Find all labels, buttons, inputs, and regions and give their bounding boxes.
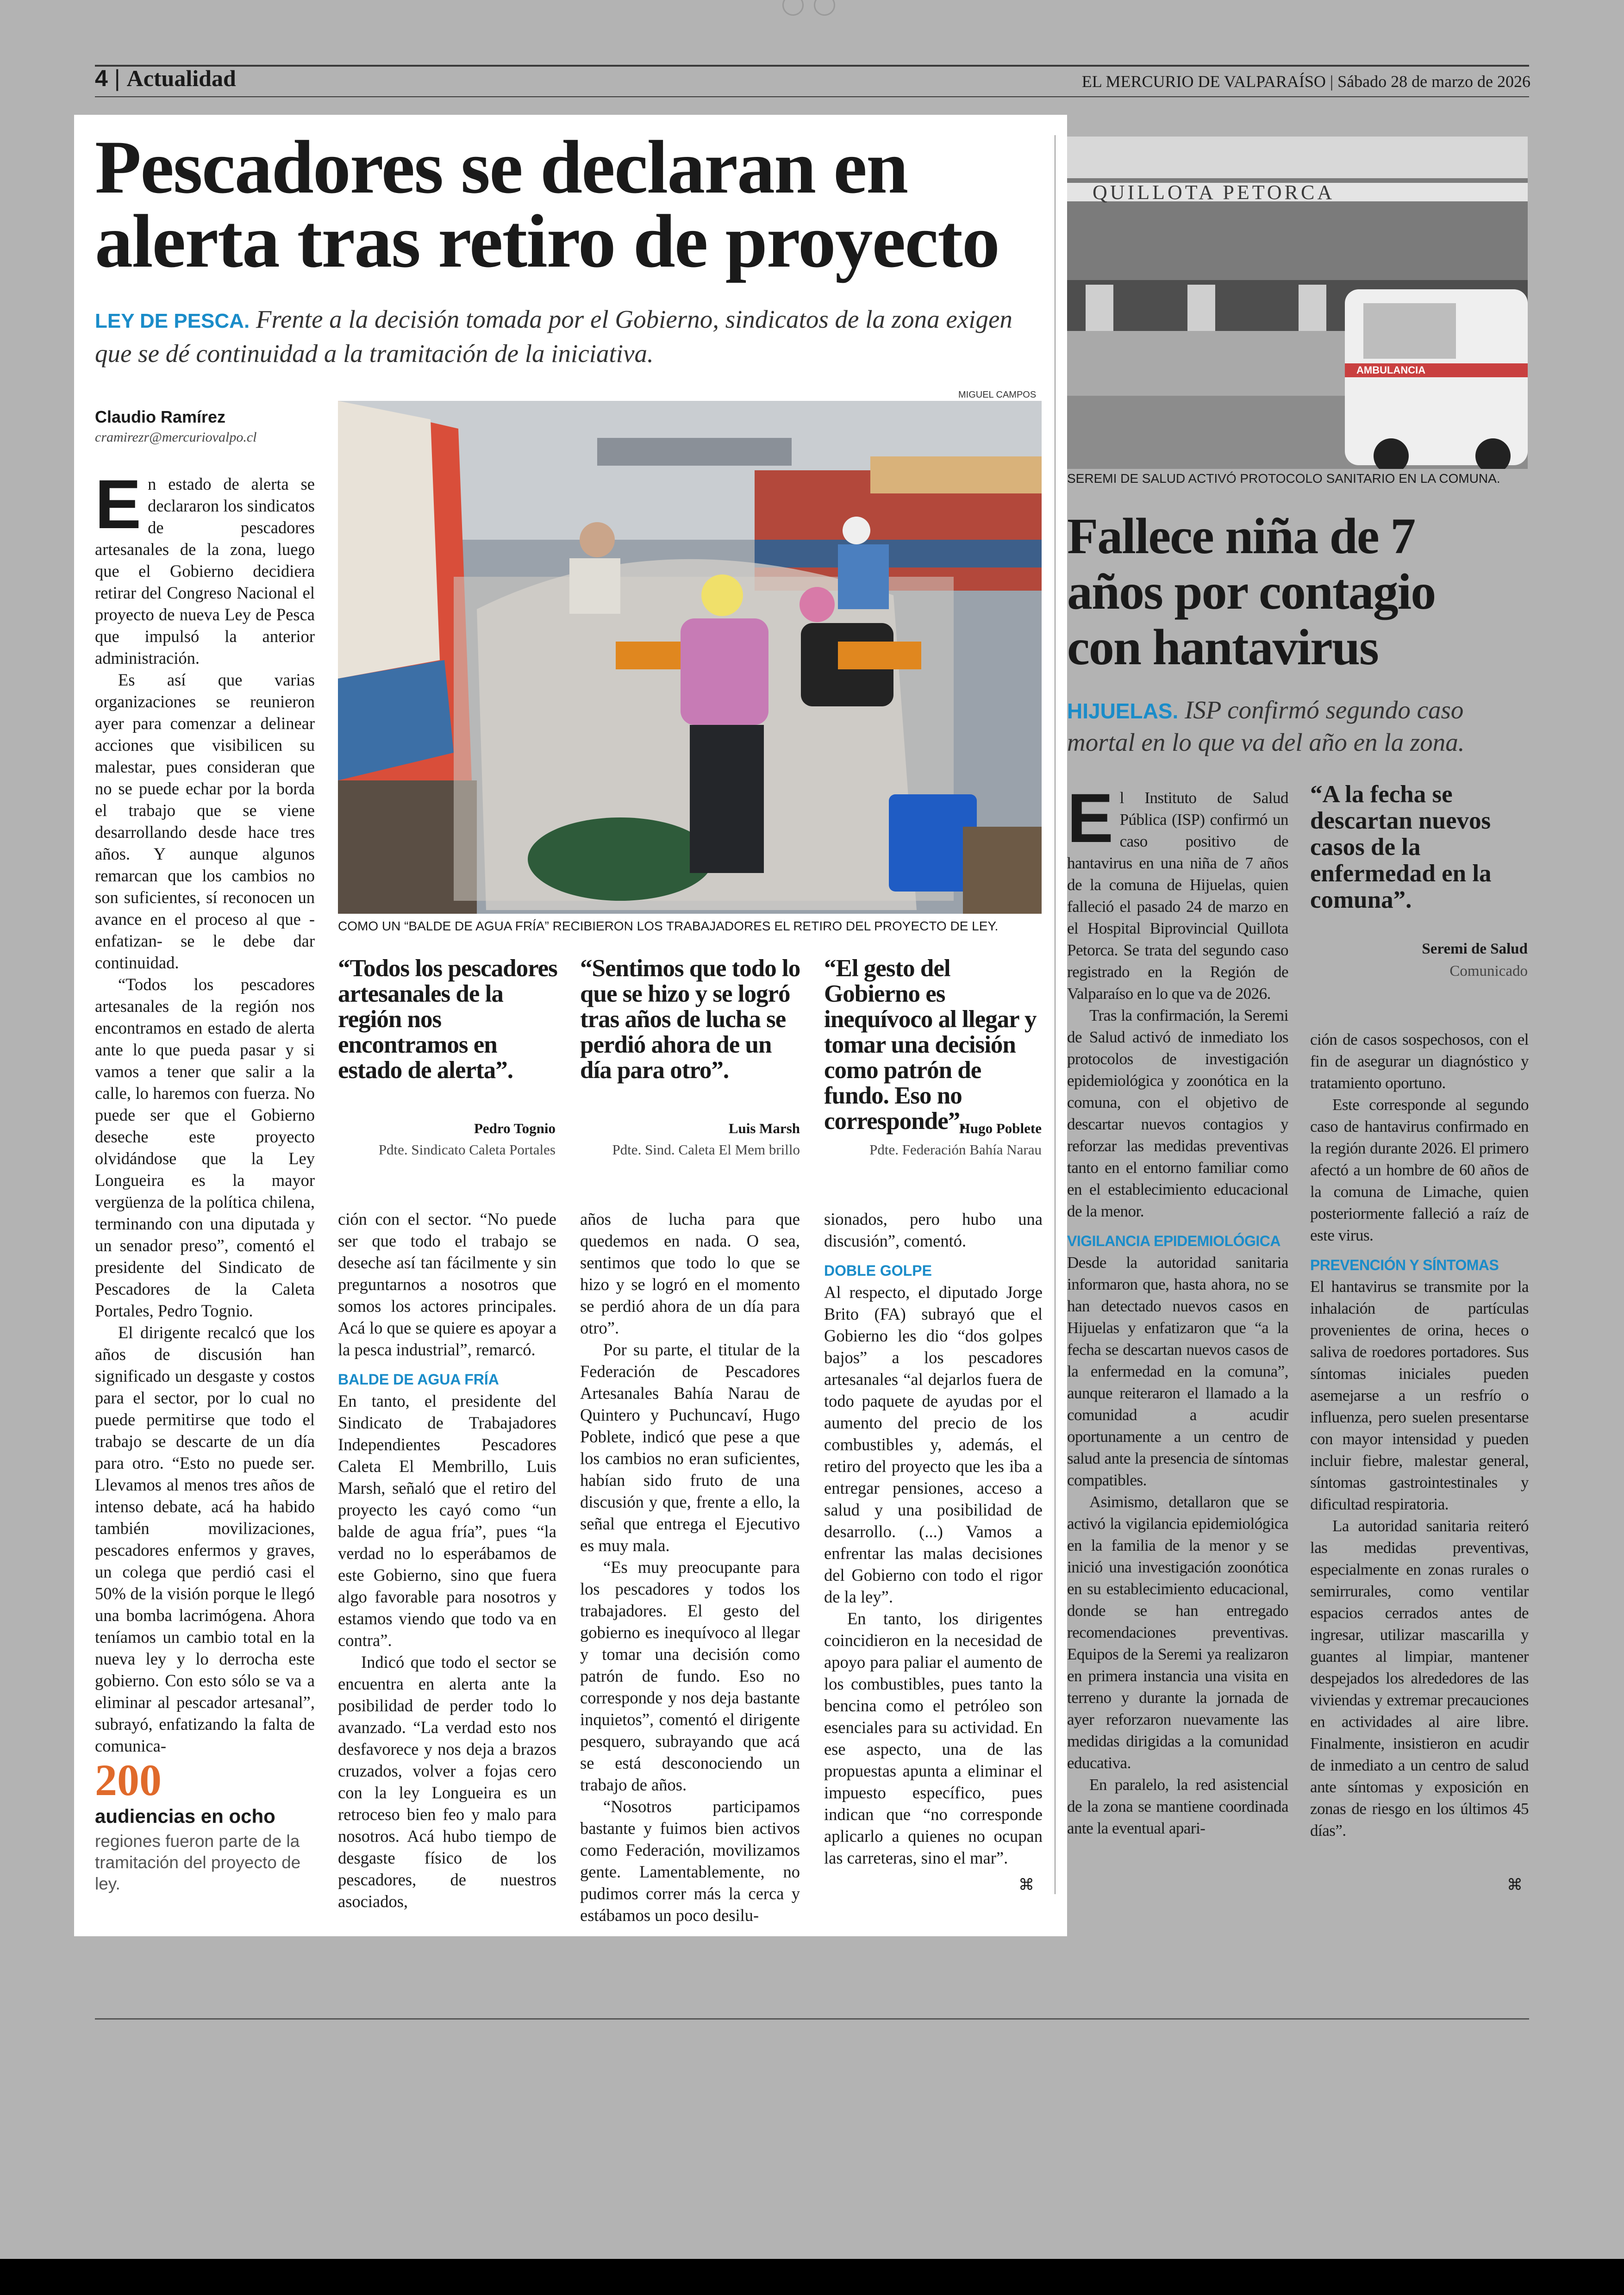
body-paragraph: Este corresponde al segundo caso de hantavirus confirmado en la región durante 2026. El primero afectó a un hombre de 60 años de la comuna de Limache, quien posteriormente falleció a raíz de este virus. [1310, 1096, 1529, 1244]
side-column-2 [1310, 1029, 1529, 1841]
body-paragraph: El hantavirus se transmite por la inhalación de partículas provenientes de orina, heces o saliva de roedores portadores. Sus síntomas iniciales pueden asemejarse a un resfrío o influenza, pero suelen presentarse con mayor intensidad y pueden incluir fiebre, malestar general, síntomas gastrointestinales y dificultad respiratoria. [1310, 1278, 1529, 1513]
side-kicker [1067, 694, 1535, 758]
main-headline-line2: alerta tras retiro de proyecto [95, 200, 999, 283]
body-paragraph: Indicó que todo el sector se encuentra en alerta ante la posibilidad de perder todo lo avanzado. “La verdad esto nos desfavorece y nos deja a brazos cruzados, volver a fojas cero con la ley Longueira es un retroceso bien feo y malo para nosotros. Acá hubo tiempo de desgaste físico de los pescadores, de nuestros asociados, [338, 1653, 556, 1911]
body-paragraph: La autoridad sanitaria reiteró las medidas preventivas, especialmente en zonas rurales o semirrurales, como ventilar espacios cerrados antes de ingresar, utilizar mascarilla y guantes al limpiar, mantener despejados los alrededores de las viviendas y extremar precauciones en actividades al aire libre. Finalmente, insistieron en acudir de inmediato a un centro de salud ante síntomas y exposición en zonas de riesgo en los últimos 45 días”. [1310, 1517, 1529, 1840]
pull-quote-3-author: Hugo Poblete [959, 1120, 1042, 1136]
page-navigation-dots[interactable] [782, 0, 847, 14]
side-photo-caption: SEREMI DE SALUD ACTIVÓ PROTOCOLO SANITARIO EN LA COMUNA. [1067, 471, 1500, 486]
main-photo-fishermen [338, 401, 1042, 914]
page-header-masthead [1082, 72, 1530, 91]
pull-quote-2: “Sentimos que todo lo que se hizo y se logró tras años de lucha se perdió ahora de un día para otro”. [580, 955, 800, 1084]
body-paragraph: En paralelo, la red asistencial de la zona se mantiene coordinada ante la eventual apari- [1067, 1776, 1288, 1837]
header-bottom-rule [95, 96, 1529, 97]
pull-quote-2-role: Pdte. Sind. Caleta El Mem brillo [612, 1141, 800, 1158]
body-paragraph: En tanto, los dirigentes coincidieron en la necesidad de apoyo para paliar el aumento de los combustibles, pues tanto la bencina como el petróleo son esenciales para su actividad. En ese aspecto, una de las propuestas apunta a eliminar el impuesto específico, pues indican que “no corresponde aplicarlo a quienes no ocupan las carreteras, sino el mar”. [824, 1609, 1043, 1867]
page-header-section [95, 65, 236, 92]
main-kicker-tag: LEY DE PESCA. [95, 310, 250, 332]
section-name: Actualidad [126, 65, 236, 91]
body-paragraph: Al respecto, el diputado Jorge Brito (FA) subrayó que el Gobierno les dio “dos golpes bajos” a los pescadores artesanales “al dejarlos fuera de todo paquete de ayudas por el aumento del precio de los combustibles y, además, el retiro del proyecto que les iba a entregar pensiones, acceso a salud y una posibilidad de desarrollo. (...) Vamos a enfrentar las malas decisiones del Gobierno con todo el rigor de la ley”. [824, 1283, 1043, 1606]
author-email: cramirezr@mercuriovalpo.cl [95, 430, 257, 445]
side-kicker-text: ISP confirmó segundo caso mortal en lo que va del año en la zona. [1067, 696, 1465, 756]
body-paragraph: Asimismo, detallaron que se activó la vigilancia epidemiológica en la familia de la menor y se inició una investigación zoonótica en su establecimiento educacional, donde se han entregado recomendaciones preventivas. Equipos de la Seremi ya realizaron en primera instancia una visita en terreno y durante la jornada de ayer reforzaron nuevamente las medidas dirigidas a la comunidad educativa. [1067, 1493, 1288, 1772]
subhead-prevencion: PREVENCIÓN Y SÍNTOMAS [1310, 1257, 1499, 1273]
side-pull-quote-role: Comunicado [1449, 963, 1528, 979]
side-kicker-tag: HIJUELAS. [1067, 699, 1179, 723]
hospital-sign-text: QUILLOTA PETORCA [1093, 181, 1335, 204]
end-of-article-icon: ⌘ [1018, 1876, 1034, 1894]
body-paragraph: Por su parte, el titular de la Federación de Pescadores Artesanales Bahía Narau de Quintero y Puchuncaví, Hugo Poblete, indicó que pese a que los cambios no eran suficientes, habían sido fruto de una discusión y que, frente a ello, la señal que entrega el Ejecutivo es muy mala. [580, 1340, 800, 1555]
pull-quote-1-role: Pdte. Sindicato Caleta Portales [378, 1141, 556, 1158]
body-paragraph: Desde la autoridad sanitaria informaron que, hasta ahora, no se han detectado nuevos casos en Hijuelas y enfatizaron que “a la fecha se descartan nuevos casos de la enfermedad en la comuna”, aunque reiteraron el llamado a la comunidad a acudir oportunamente a un centro de salud ante la presencia de síntomas compatibles. [1067, 1254, 1288, 1489]
body-paragraph: sionados, pero hubo una discusión”, comentó. [824, 1210, 1043, 1250]
body-paragraph: l Instituto de Salud Pública (ISP) confirmó un caso positivo de hantavirus en una niña de 7 años de la comuna de Hijuelas, quien falleció el pasado 24 de marzo en el Hospital Biprovincial Quillota Petorca. Se trata del segundo caso registrado en la Región de Valparaíso en lo que va de 2026. [1067, 789, 1288, 1003]
viewer-bottom-bar [0, 2259, 1624, 2295]
page-bottom-rule [95, 2018, 1529, 2020]
side-headline-line1: Fallece niña de 7 [1067, 508, 1415, 564]
subhead-balde: BALDE DE AGUA FRÍA [338, 1371, 499, 1388]
publication-name: EL MERCURIO DE VALPARAÍSO [1081, 72, 1326, 91]
body-paragraph: n estado de alerta se declararon los sindicatos de pescadores artesanales de la zona, luego que el Gobierno decidiera retirar del Congreso Nacional el proyecto de nueva Ley de Pesca que impulsó la anterior administración. [95, 474, 315, 667]
next-page-dot[interactable] [814, 0, 835, 16]
subhead-vigilancia: VIGILANCIA EPIDEMIOLÓGICA [1067, 1233, 1280, 1249]
main-column-2 [338, 1208, 556, 1912]
photo-credit: MIGUEL CAMPOS [958, 390, 1037, 400]
publication-date: Sábado 28 de marzo de 2026 [1337, 72, 1530, 91]
main-column-4 [824, 1208, 1043, 1869]
column-divider [1055, 135, 1056, 1894]
main-headline-line1: Pescadores se declaran en [95, 125, 908, 209]
body-paragraph: ción con el sector. “No puede ser que todo el trabajo se deseche así tan fácilmente y sin preguntarnos a nosotros que somos los actores principales. Acá lo que se quiere es apoyar a la pesca industrial”, remarcó. [338, 1210, 556, 1359]
pull-quote-1-author: Pedro Tognio [474, 1120, 556, 1136]
side-end-of-article-icon: ⌘ [1507, 1876, 1523, 1894]
side-pull-quote-author: Seremi de Salud [1422, 941, 1528, 957]
pull-quote-2-author: Luis Marsh [728, 1120, 800, 1136]
side-headline-line2: años por contagio [1067, 563, 1436, 620]
side-headline-line3: con hantavirus [1067, 619, 1378, 675]
body-paragraph: Tras la confirmación, la Seremi de Salud activó de inmediato los protocolos de investigación epidemiológica y zoonótica en la comuna, con el objetivo de descartar nuevos contagios y reforzar las medidas preventivas tanto en el entorno familiar como en el establecimiento educacional de la menor. [1067, 1006, 1288, 1220]
header-separator: | [107, 65, 127, 91]
main-column-3 [580, 1208, 800, 1926]
body-paragraph: El dirigente recalcó que los años de discusión han significado un desgaste y costos para el sector, por lo cual no puede permitirse que todo el trabajo se descarte de un día para otro. “Esto no puede ser. Llevamos al menos tres años de intenso debate, acá ha habido también movilizaciones, pescadores enfermos y graves, un colega que perdió casi el 50% de la visión porque le llegó una bomba lacrimógena. Ahora teníamos un cambio total en la nueva ley y lo derrocha este gobierno. Con esto sólo se va a eliminar al pescador artesanal”, subrayó, enfatizando la falta de comunica- [95, 1323, 315, 1755]
side-pull-quote: “A la fecha se descartan nuevos casos de la enfermedad en la comuna”. [1310, 781, 1492, 913]
side-column-1 [1067, 779, 1288, 1839]
author-name: Claudio Ramírez [95, 407, 226, 426]
side-dropcap: E [1067, 779, 1113, 857]
header-top-rule [95, 65, 1529, 67]
body-paragraph: años de lucha para que quedemos en nada. O sea, sentimos que todo lo que se hizo y se logró en el momento se perdió ahora de un día para otro”. [580, 1210, 800, 1337]
body-paragraph: “Todos los pescadores artesanales de la región nos encontramos en estado de alerta ante lo que pueda pasar y si vamos a tener que salir a la calle, lo haremos con fuerza. No puede ser que el Gobierno deseche este proyecto olvidándose que la Ley Longueira es la mayor vergüenza de la política chilena, terminando con una diputada y un senador preso”, comentó el presidente del Sindicato de Pescadores de la Caleta Portales, Pedro Tognio. [95, 975, 315, 1320]
main-photo-caption: COMO UN “BALDE DE AGUA FRÍA” RECIBIERON LOS TRABAJADORES EL RETIRO DEL PROYECTO DE LEY. [338, 919, 999, 933]
side-photo-hospital [1067, 137, 1528, 469]
side-headline [1067, 508, 1530, 675]
main-kicker [95, 303, 1035, 370]
stat-description: regiones fueron parte de la tramitación del proyecto de ley. [95, 1832, 301, 1893]
main-column-1 [95, 465, 315, 1757]
pull-quote-3: “El gesto del Gobierno es inequívoco al llegar y tomar una decisión como patrón de fundo. Eso no corresponde”. [824, 955, 1037, 1135]
subhead-doble-golpe: DOBLE GOLPE [824, 1262, 932, 1279]
main-kicker-text: Frente a la decisión tomada por el Gobierno, sindicatos de la zona exigen que se dé continuidad a la tramitación de la iniciativa. [95, 305, 1012, 368]
main-headline [95, 125, 1030, 283]
pull-quote-3-role: Pdte. Federación Bahía Narau [869, 1141, 1042, 1158]
body-paragraph: “Es muy preocupante para los pescadores y todos los trabajadores. El gesto del gobierno es inequívoco al llegar y tomar una decisión como patrón de fundo. Eso no corresponde y nos deja bastante inquietos”, comentó el dirigente pesquero, subrayando que acá se está desconociendo un trabajo de años. [580, 1558, 800, 1794]
body-paragraph: ción de casos sospechosos, con el fin de asegurar un diagnóstico y tratamiento oportuno. [1310, 1030, 1529, 1092]
header-date-separator: | [1325, 72, 1338, 91]
prev-page-dot[interactable] [782, 0, 804, 16]
body-paragraph: “Nosotros participamos bastante y fuimos bien activos como Federación, movilizamos gente. Lamentablemente, no pudimos correr más la cerca y estábamos un poco desilu- [580, 1797, 800, 1925]
body-paragraph: En tanto, el presidente del Sindicato de Trabajadores Independientes Pescadores Caleta El Membrillo, Luis Marsh, señaló que el retiro del proyecto les cayó como “un balde de agua fría”, pues “la verdad no lo esperábamos de este Gobierno, sino que fuera algo favorable para nosotros y estamos viendo que todo va en contra”. [338, 1391, 556, 1650]
ambulance-label: AMBULANCIA [1356, 364, 1426, 376]
dropcap: E [95, 465, 142, 543]
stat-number: 200 [95, 1755, 162, 1805]
stat-label: audiencias en ocho [95, 1805, 275, 1827]
page-number: 4 [95, 65, 108, 91]
body-paragraph: Es así que varias organizaciones se reunieron ayer para comenzar a delinear acciones que visibilicen su malestar, pues consideran que no se puede echar por la borda el trabajo que se viene desarrollando desde hace tres años. Y aunque algunos remarcan que los cambios no son suficientes, sí reconocen un avance en el proceso al que -enfatizan- se le debe dar continuidad. [95, 670, 315, 972]
pull-quote-1: “Todos los pescadores artesanales de la región nos encontramos en estado de alerta”. [338, 955, 557, 1084]
